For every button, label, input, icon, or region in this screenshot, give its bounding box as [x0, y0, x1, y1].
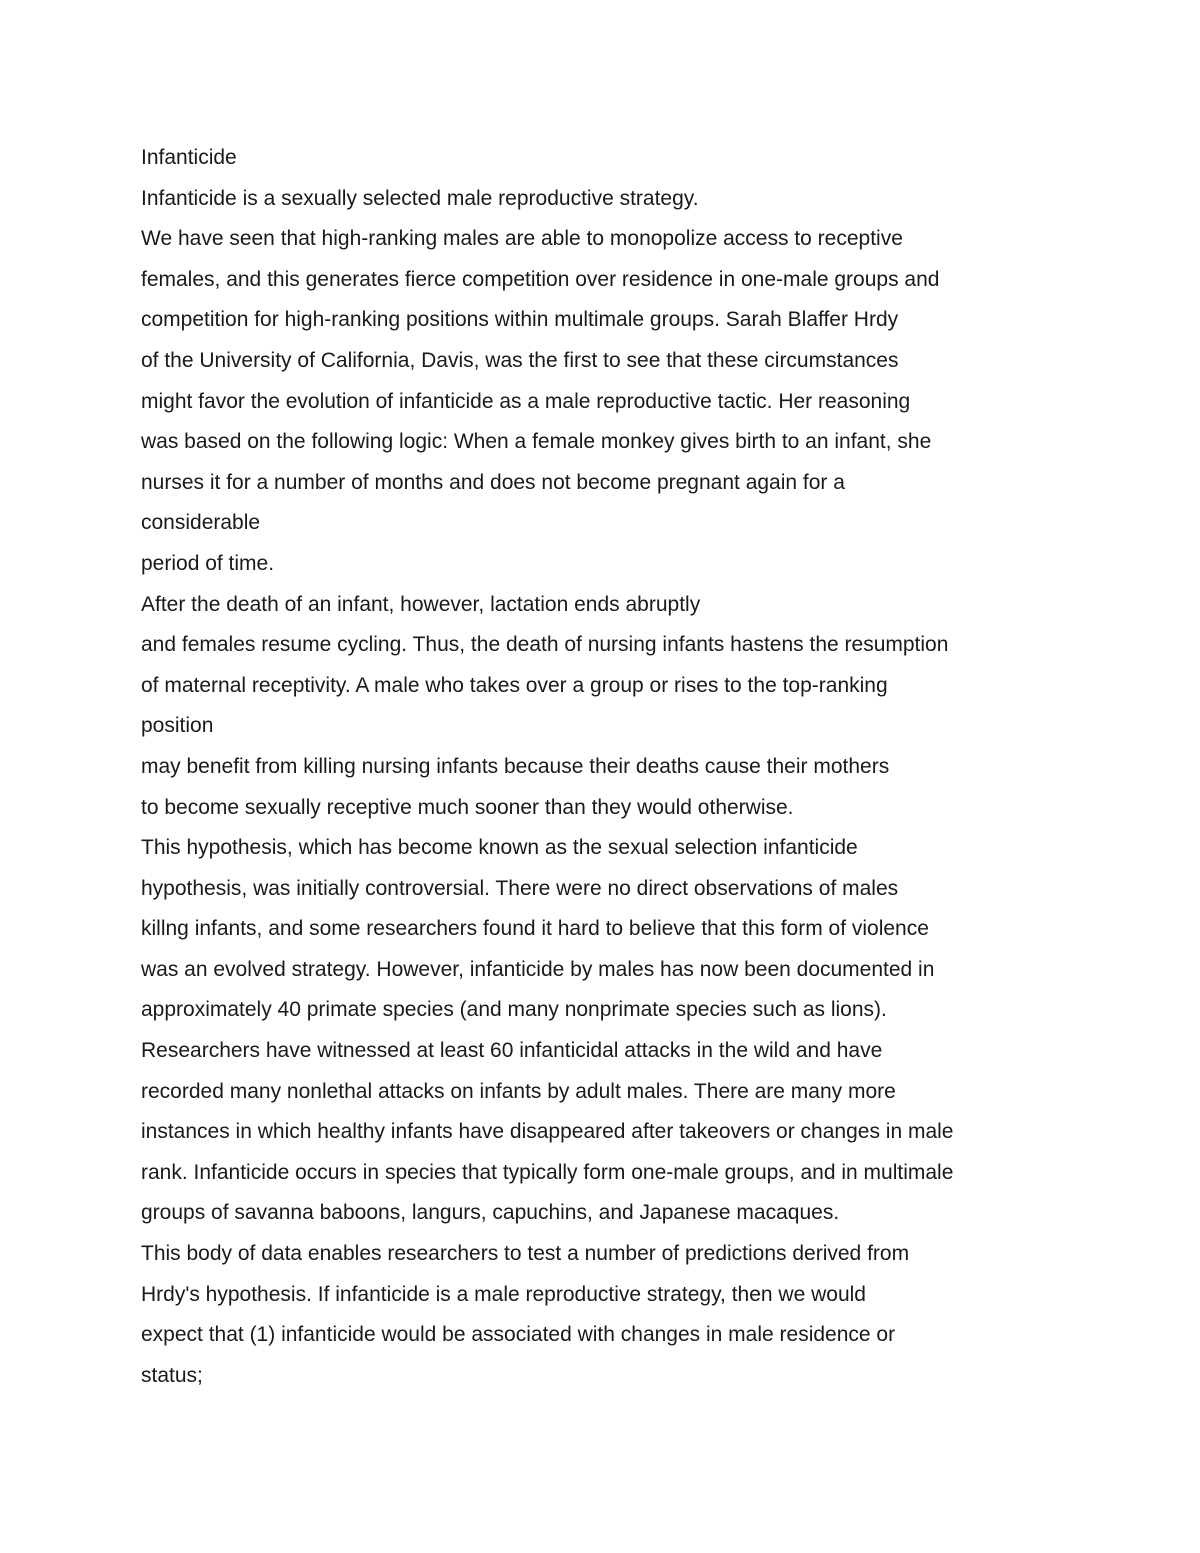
text-line: and females resume cycling. Thus, the death of nursing infants hastens the resumption [141, 633, 949, 657]
text-line: might favor the evolution of infanticide as a male reproductive tactic. Her reasoning [141, 389, 911, 413]
text-line: groups of savanna baboons, langurs, capuchins, and Japanese macaques. [141, 1201, 840, 1225]
text-line: hypothesis, was initially controversial. There were no direct observations of males [141, 876, 899, 900]
text-line: expect that (1) infanticide would be associated with changes in male residence or [141, 1323, 896, 1347]
text-line: period of time. [141, 551, 275, 575]
text-line: After the death of an infant, however, lactation ends abruptly [141, 592, 701, 616]
text-line: Researchers have witnessed at least 60 infanticidal attacks in the wild and have [141, 1039, 883, 1063]
text-line: approximately 40 primate species (and many nonprimate species such as lions). [141, 998, 887, 1022]
text-line: instances in which healthy infants have disappeared after takeovers or changes in male [141, 1120, 954, 1144]
text-line: rank. Infanticide occurs in species that typically form one-male groups, and in multimale [141, 1160, 954, 1184]
text-line: of the University of California, Davis, was the first to see that these circumstances [141, 348, 899, 372]
document-title: Infanticide [141, 146, 237, 169]
text-line: This body of data enables researchers to test a number of predictions derived from [141, 1242, 910, 1266]
text-line: to become sexually receptive much sooner than they would otherwise. [141, 795, 794, 819]
text-line: competition for high-ranking positions within multimale groups. Sarah Blaffer Hrdy [141, 308, 899, 332]
text-line: We have seen that high-ranking males are able to monopolize access to receptive [141, 227, 903, 251]
text-line: may benefit from killing nursing infants because their deaths cause their mothers [141, 754, 890, 778]
text-line: of maternal receptivity. A male who takes over a group or rises to the top-ranking [141, 673, 888, 697]
text-line: Infanticide is a sexually selected male reproductive strategy. [141, 186, 699, 210]
text-line: position [141, 714, 214, 738]
text-line: was an evolved strategy. However, infanticide by males has now been documented in [141, 957, 935, 981]
text-line: Hrdy's hypothesis. If infanticide is a male reproductive strategy, then we would [141, 1282, 866, 1306]
text-line: was based on the following logic: When a female monkey gives birth to an infant, she [141, 430, 932, 454]
text-line: nurses it for a number of months and does not become pregnant again for a [141, 470, 845, 494]
text-line: killng infants, and some researchers found it hard to believe that this form of violence [141, 917, 929, 941]
text-line: females, and this generates fierce competition over residence in one-male groups and [141, 267, 940, 291]
text-line: This hypothesis, which has become known as the sexual selection infanticide [141, 836, 858, 860]
text-line: considerable [141, 511, 261, 535]
text-line: status; [141, 1363, 203, 1387]
document-body [141, 138, 1081, 1396]
text-line: recorded many nonlethal attacks on infants by adult males. There are many more [141, 1079, 896, 1103]
